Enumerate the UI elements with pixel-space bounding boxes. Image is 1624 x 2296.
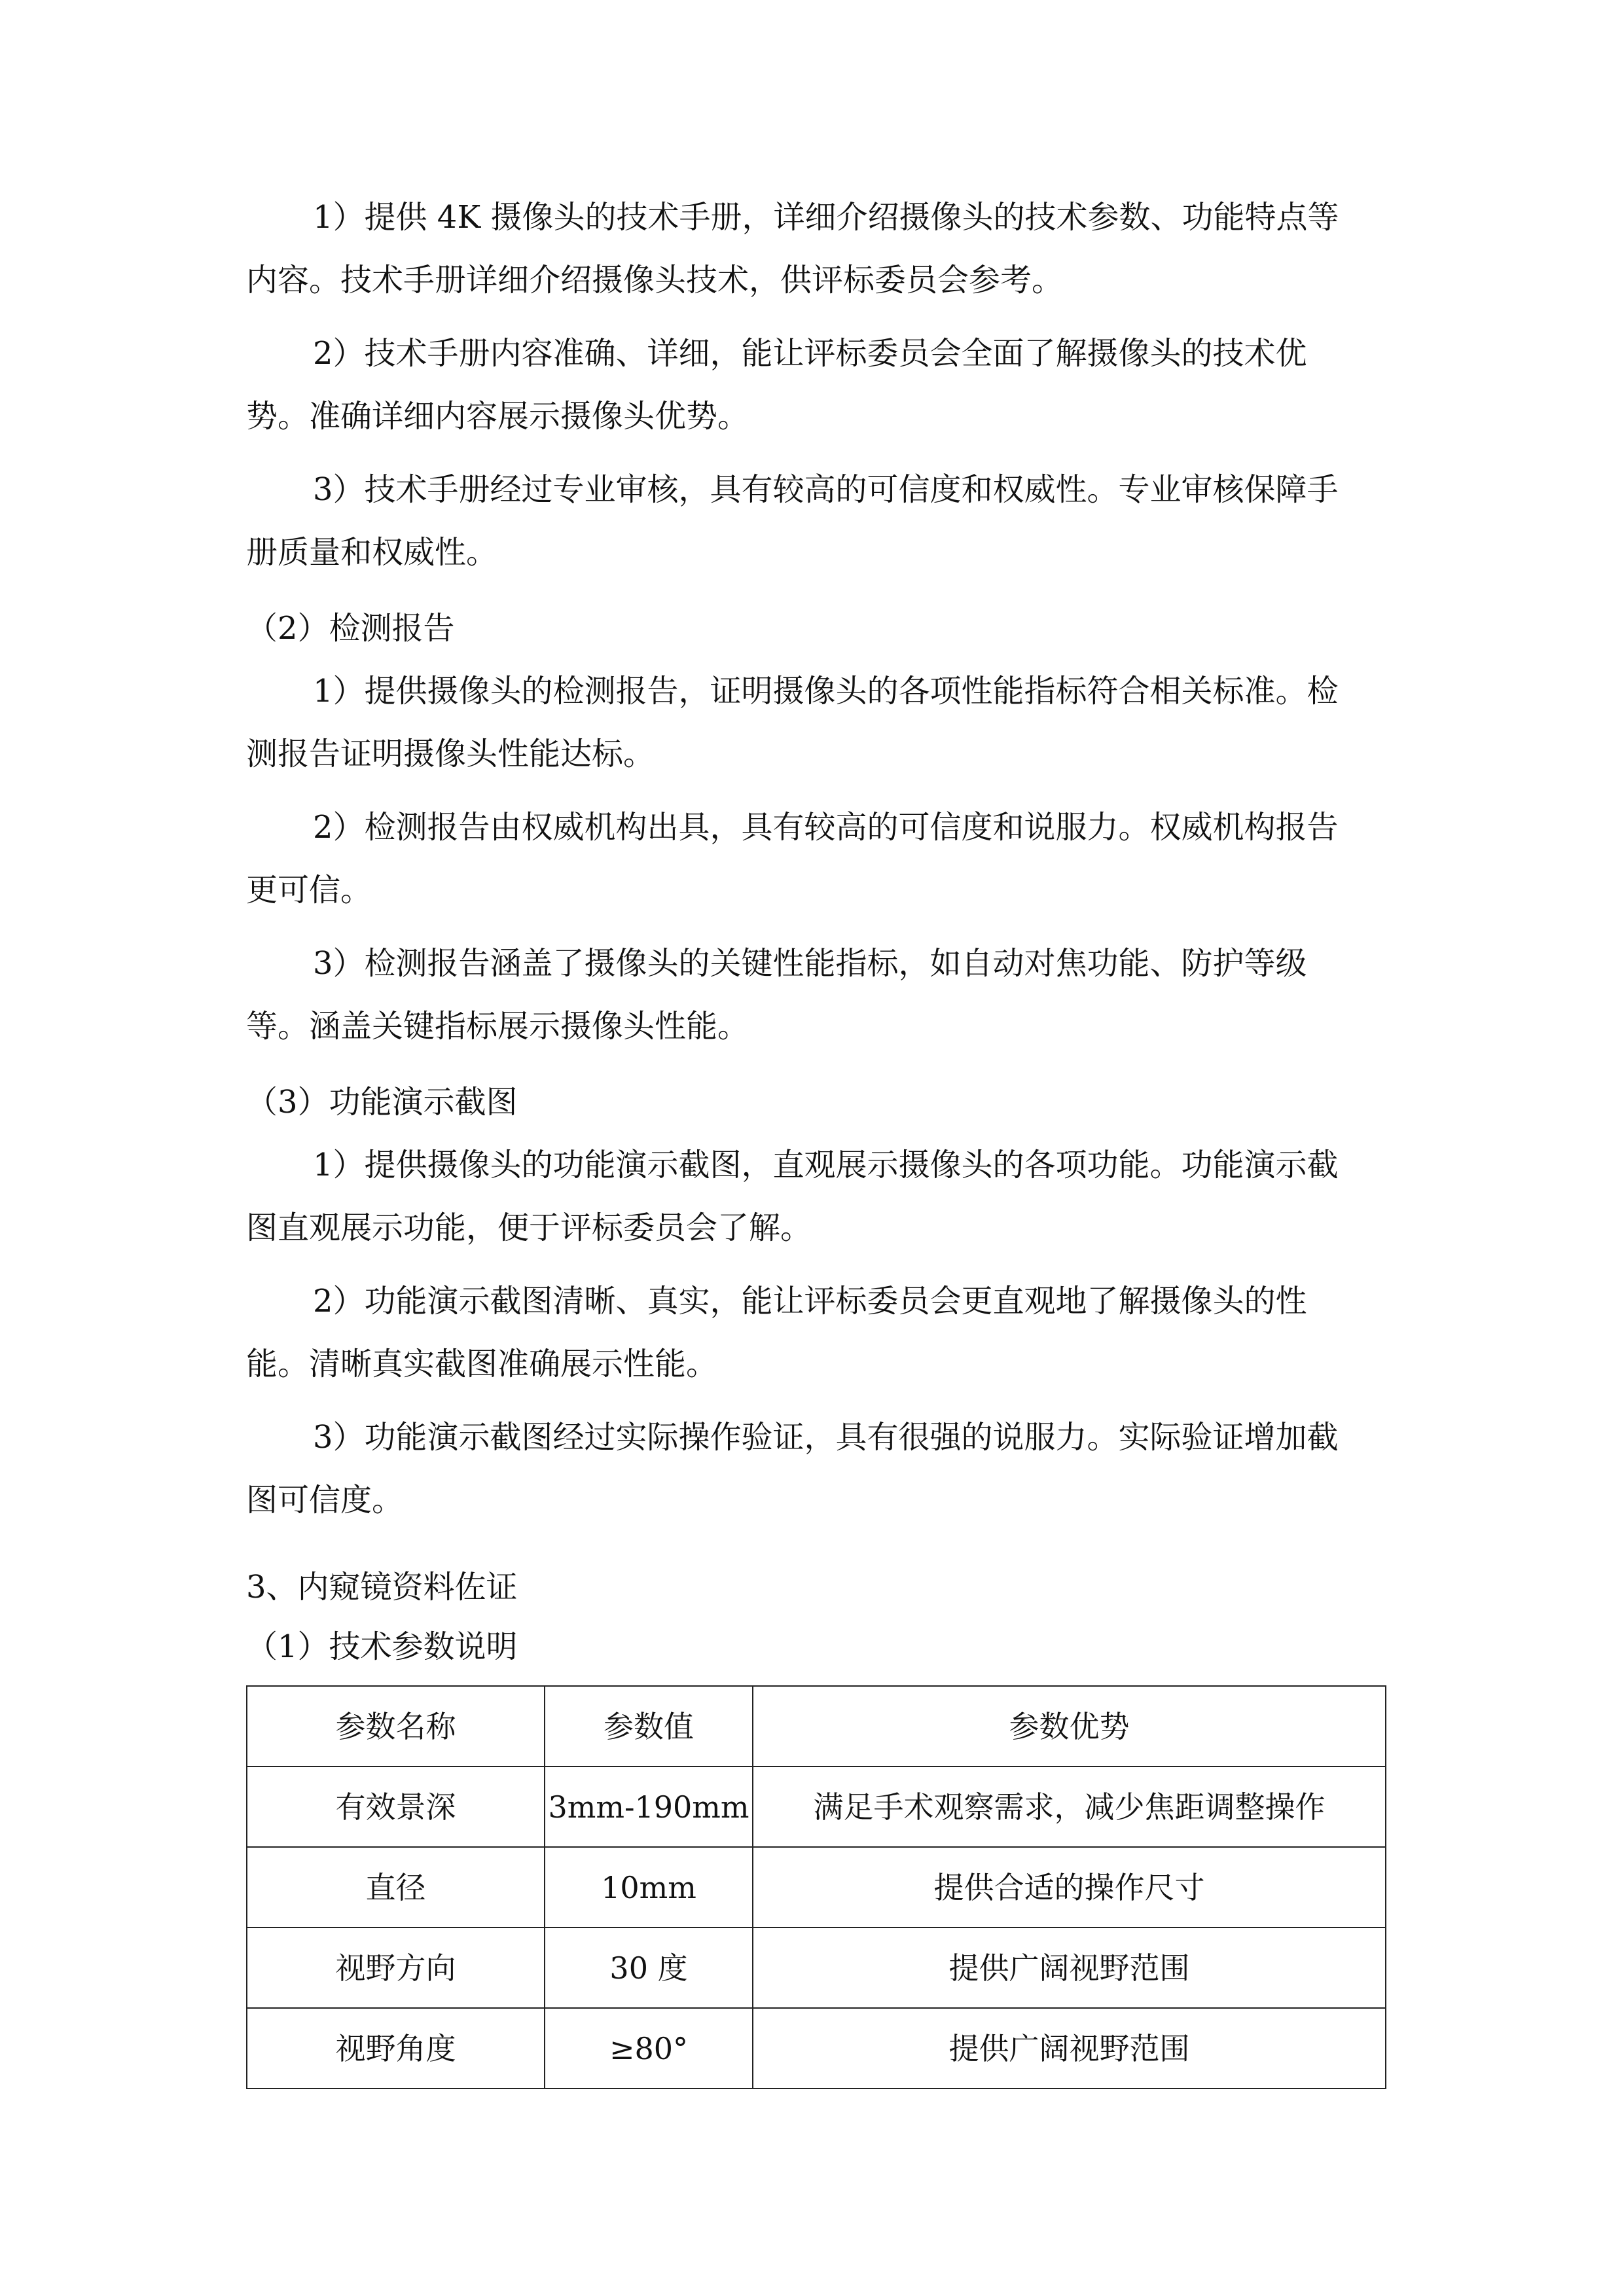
table-cell: 3mm-190mm — [545, 1767, 753, 1847]
table-header-cell: 参数名称 — [247, 1686, 545, 1767]
paragraph-line: 图可信度。 — [246, 1482, 404, 1518]
paragraph-line: 1）提供摄像头的功能演示截图，直观展示摄像头的各项功能。功能演示截 — [313, 1147, 1339, 1183]
paragraph-line: 1）提供摄像头的检测报告，证明摄像头的各项性能指标符合相关标准。检 — [313, 673, 1339, 709]
section-heading: （2）检测报告 — [246, 610, 455, 647]
paragraph-line: 3）技术手册经过专业审核，具有较高的可信度和权威性。专业审核保障手 — [313, 471, 1339, 508]
table-header-row — [247, 1686, 1386, 1767]
subsection-heading: （1）技术参数说明 — [246, 1628, 518, 1665]
paragraph-line: 1）提供 4K 摄像头的技术手册，详细介绍摄像头的技术参数、功能特点等 — [313, 199, 1339, 236]
paragraph-line: 3）检测报告涵盖了摄像头的关键性能指标，如自动对焦功能、防护等级 — [313, 945, 1307, 982]
section-heading: 3、内窥镜资料佐证 — [246, 1569, 518, 1605]
section-heading: （3）功能演示截图 — [246, 1084, 518, 1121]
table-row — [247, 1928, 1386, 2008]
parameter-table — [246, 1685, 1386, 2089]
paragraph-line: 更可信。 — [246, 872, 372, 908]
paragraph-line: 3）功能演示截图经过实际操作验证，具有很强的说服力。实际验证增加截 — [313, 1419, 1339, 1456]
table-cell: ≥80° — [545, 2008, 753, 2089]
table-cell: 满足手术观察需求，减少焦距调整操作 — [753, 1767, 1386, 1847]
table-row — [247, 1767, 1386, 1847]
table-cell: 视野方向 — [247, 1928, 545, 2008]
table-cell: 直径 — [247, 1847, 545, 1928]
paragraph-line: 2）功能演示截图清晰、真实，能让评标委员会更直观地了解摄像头的性 — [313, 1283, 1307, 1319]
paragraph-line: 能。清晰真实截图准确展示性能。 — [246, 1346, 718, 1382]
table-row — [247, 1847, 1386, 1928]
table-header-cell: 参数优势 — [753, 1686, 1386, 1767]
paragraph-line: 2）检测报告由权威机构出具，具有较高的可信度和说服力。权威机构报告 — [313, 809, 1339, 846]
table-cell: 有效景深 — [247, 1767, 545, 1847]
table-header-cell: 参数值 — [545, 1686, 753, 1767]
table-cell: 30 度 — [545, 1928, 753, 2008]
table-cell: 提供合适的操作尺寸 — [753, 1847, 1386, 1928]
table-cell: 提供广阔视野范围 — [753, 2008, 1386, 2089]
table-cell: 提供广阔视野范围 — [753, 1928, 1386, 2008]
paragraph-line: 等。涵盖关键指标展示摄像头性能。 — [246, 1008, 749, 1045]
paragraph-line: 册质量和权威性。 — [246, 534, 498, 571]
paragraph-line: 图直观展示功能，便于评标委员会了解。 — [246, 1210, 812, 1246]
paragraph-line: 2）技术手册内容准确、详细，能让评标委员会全面了解摄像头的技术优 — [313, 335, 1307, 372]
paragraph-line: 内容。技术手册详细介绍摄像头技术，供评标委员会参考。 — [246, 262, 1064, 298]
paragraph-line: 势。准确详细内容展示摄像头优势。 — [246, 398, 749, 435]
table-cell: 视野角度 — [247, 2008, 545, 2089]
table-cell: 10mm — [545, 1847, 753, 1928]
paragraph-line: 测报告证明摄像头性能达标。 — [246, 736, 655, 772]
table-row — [247, 2008, 1386, 2089]
